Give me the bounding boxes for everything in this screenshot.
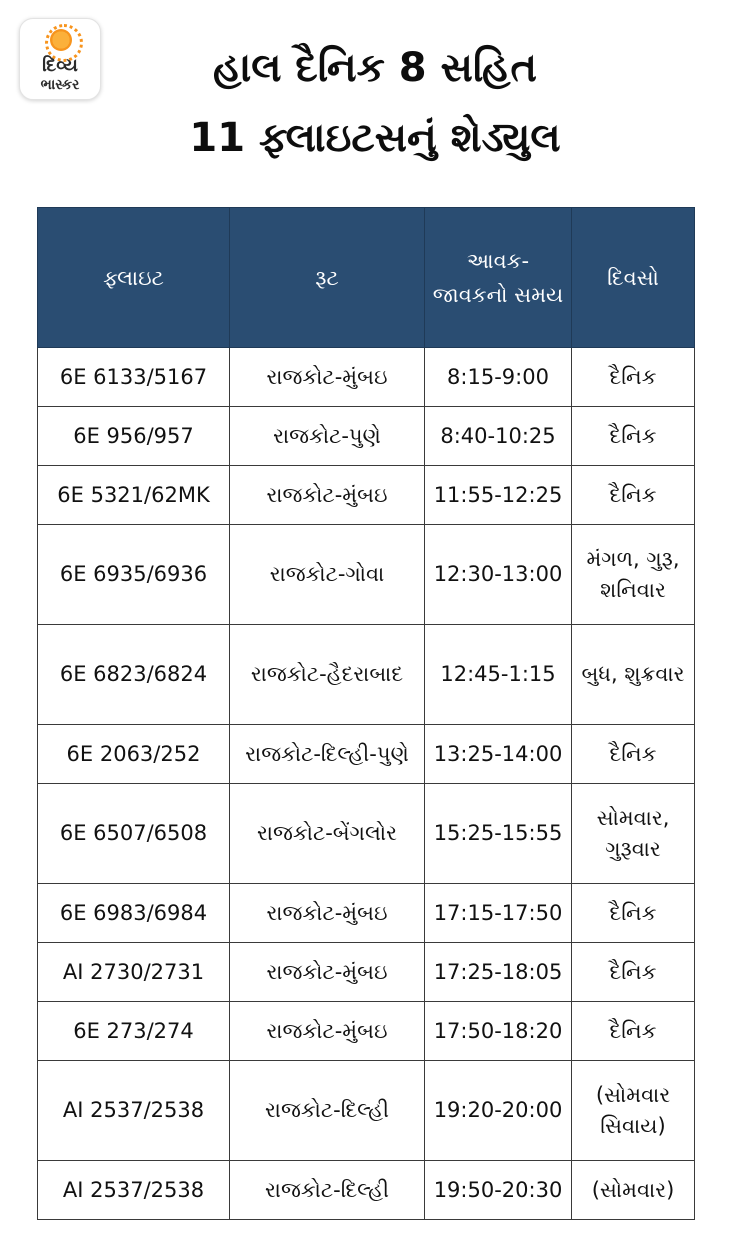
- table-row: [38, 407, 695, 466]
- cell-route: રાજકોટ-દિલ્હી: [230, 1061, 425, 1161]
- cell-time: 19:20-20:00: [425, 1061, 572, 1161]
- cell-time: 11:55-12:25: [425, 466, 572, 525]
- cell-time: 17:15-17:50: [425, 884, 572, 943]
- cell-days: દૈનિક: [572, 407, 695, 466]
- cell-route: રાજકોટ-મુંબઇ: [230, 1002, 425, 1061]
- cell-days: મંગળ, ગુરૂ, શનિવાર: [572, 525, 695, 625]
- cell-days: (સોમવાર): [572, 1161, 695, 1220]
- cell-days: દૈનિક: [572, 943, 695, 1002]
- cell-time: 17:50-18:20: [425, 1002, 572, 1061]
- header-flight: ફ્લાઇટ: [38, 208, 230, 348]
- cell-route: રાજકોટ-બેંગલોર: [230, 784, 425, 884]
- cell-days: બુધ, શુક્રવાર: [572, 625, 695, 725]
- cell-flight: 6E 956/957: [38, 407, 230, 466]
- page-title-line1: હાલ દૈનિક 8 સહિત: [213, 45, 537, 91]
- cell-days: દૈનિક: [572, 348, 695, 407]
- flight-schedule-table: [37, 207, 695, 1220]
- cell-days: દૈનિક: [572, 725, 695, 784]
- divya-bhaskar-logo: [19, 18, 101, 100]
- header-days: દિવસો: [572, 208, 695, 348]
- logo-text-line1: દિવ્ય: [42, 55, 78, 76]
- table-header-row: [38, 208, 695, 348]
- cell-route: રાજકોટ-પુણે: [230, 407, 425, 466]
- table-row: [38, 1002, 695, 1061]
- table-row: [38, 943, 695, 1002]
- cell-time: 8:40-10:25: [425, 407, 572, 466]
- cell-route: રાજકોટ-મુંબઇ: [230, 884, 425, 943]
- cell-route: રાજકોટ-દિલ્હી: [230, 1161, 425, 1220]
- cell-time: 17:25-18:05: [425, 943, 572, 1002]
- cell-route: રાજકોટ-મુંબઇ: [230, 943, 425, 1002]
- cell-time: 12:30-13:00: [425, 525, 572, 625]
- cell-route: રાજકોટ-ગોવા: [230, 525, 425, 625]
- table-row: [38, 525, 695, 625]
- cell-days: (સોમવાર સિવાય): [572, 1061, 695, 1161]
- cell-route: રાજકોટ-મુંબઇ: [230, 348, 425, 407]
- header-time: આવક-જાવકનો સમય: [425, 208, 572, 348]
- cell-flight: 6E 6823/6824: [38, 625, 230, 725]
- table-row: [38, 884, 695, 943]
- cell-time: 15:25-15:55: [425, 784, 572, 884]
- cell-flight: 6E 6133/5167: [38, 348, 230, 407]
- cell-flight: 6E 2063/252: [38, 725, 230, 784]
- cell-flight: 6E 6983/6984: [38, 884, 230, 943]
- cell-flight: 6E 6507/6508: [38, 784, 230, 884]
- table-row: [38, 1061, 695, 1161]
- header-route: રૂટ: [230, 208, 425, 348]
- table-row: [38, 1161, 695, 1220]
- cell-route: રાજકોટ-દિલ્હી-પુણે: [230, 725, 425, 784]
- cell-time: 19:50-20:30: [425, 1161, 572, 1220]
- cell-time: 8:15-9:00: [425, 348, 572, 407]
- table-row: [38, 725, 695, 784]
- sun-icon: [50, 29, 72, 51]
- table-row: [38, 348, 695, 407]
- cell-route: રાજકોટ-મુંબઇ: [230, 466, 425, 525]
- page-title-line2: 11 ફ્લાઇટસનું શેડ્યુલ: [189, 115, 561, 161]
- cell-route: રાજકોટ-હૈદરાબાદ: [230, 625, 425, 725]
- cell-days: દૈનિક: [572, 884, 695, 943]
- cell-flight: 6E 6935/6936: [38, 525, 230, 625]
- cell-time: 12:45-1:15: [425, 625, 572, 725]
- cell-days: સોમવાર, ગુરૂવાર: [572, 784, 695, 884]
- logo-text-line2: ભાસ્કર: [40, 77, 80, 93]
- cell-flight: 6E 5321/62MK: [38, 466, 230, 525]
- table-row: [38, 466, 695, 525]
- table-row: [38, 784, 695, 884]
- cell-time: 13:25-14:00: [425, 725, 572, 784]
- cell-days: દૈનિક: [572, 1002, 695, 1061]
- cell-flight: AI 2537/2538: [38, 1161, 230, 1220]
- cell-days: દૈનિક: [572, 466, 695, 525]
- cell-flight: 6E 273/274: [38, 1002, 230, 1061]
- cell-flight: AI 2730/2731: [38, 943, 230, 1002]
- table-row: [38, 625, 695, 725]
- cell-flight: AI 2537/2538: [38, 1061, 230, 1161]
